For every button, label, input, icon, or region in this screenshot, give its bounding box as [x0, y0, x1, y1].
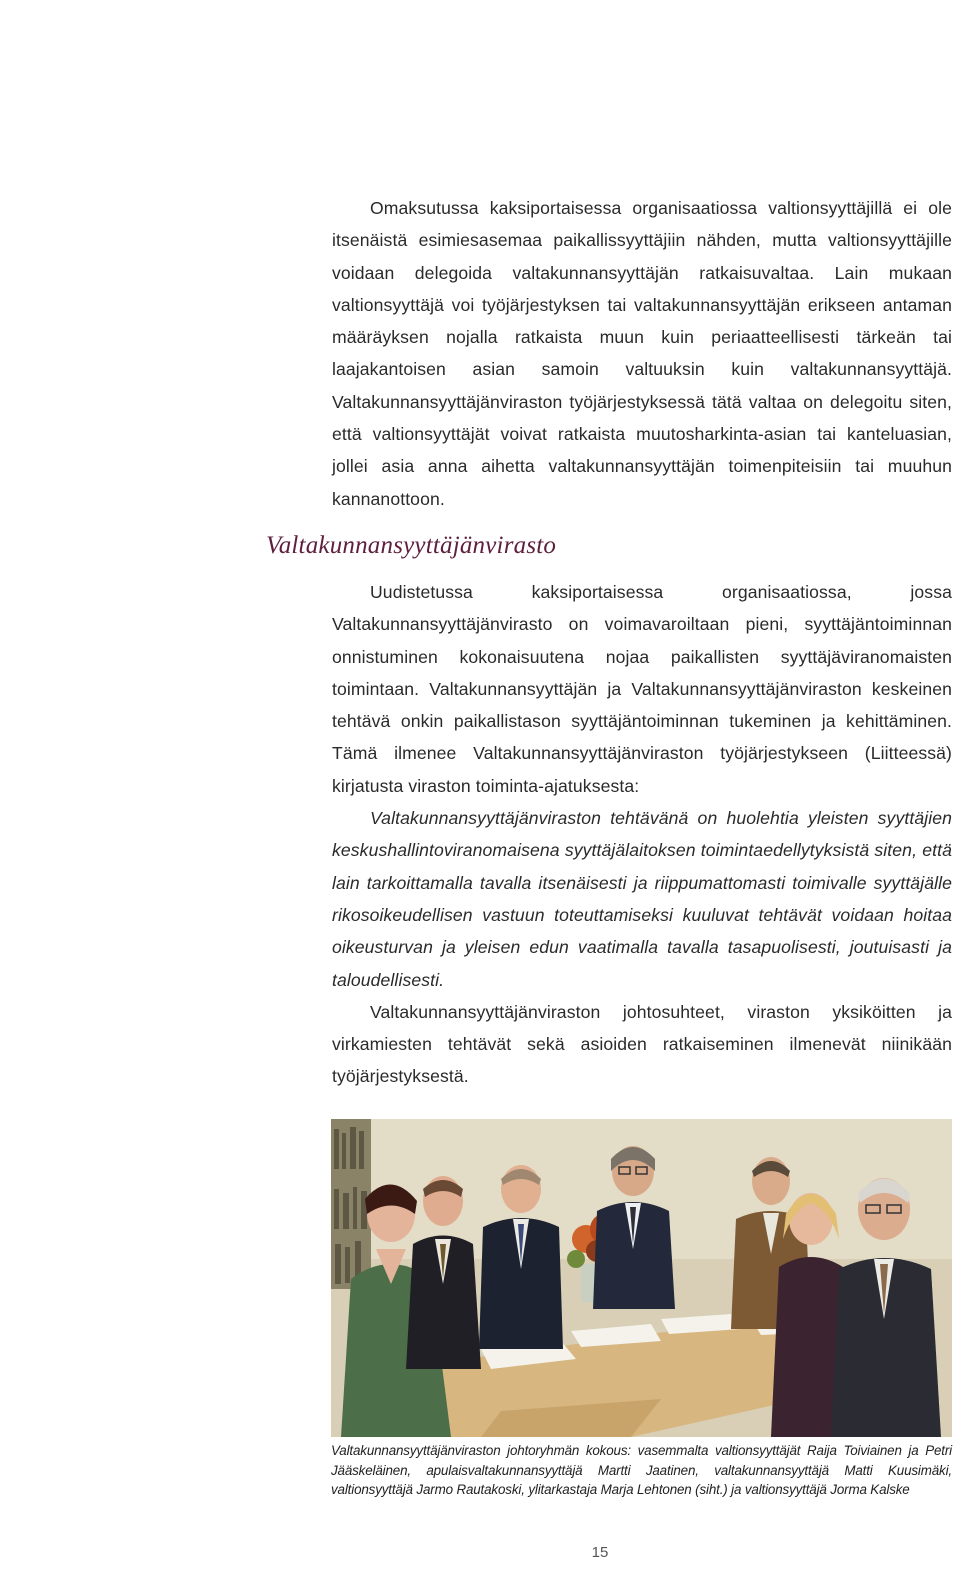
section-paragraph-2: Valtakunnansyyttäjänviraston johtosuhteet, viraston yksiköitten ja virkamiesten tehtävät sekä asioiden ratkaiseminen ilmenevät niinikään työjärjestyksestä.: [332, 1001, 952, 1087]
section-heading: Valtakunnansyyttäjänvirasto: [266, 532, 557, 559]
intro-paragraph: Omaksutussa kaksiportaisessa organisaatiossa valtionsyyttäjillä ei ole itsenäistä esimiesasemaa paikallissyyttäjiin nähden, mutta valtionsyyttäjille voidaan delegoida valtakunnansyyttäjän ratkaisuvaltaa. Lain mukaan valtionsyyttäjä voi työjärjestyksen tai valtakunnansyyttäjän erikseen antaman määräyksen nojalla ratkaista muun kuin periaatteellisesti tärkeän tai laajakantoisen asian samoin valtuuksin kuin valtakunnansyyttäjä. Valtakunnansyyttäjänviraston työjärjestyksessä tätä valtaa on delegoitu siten, että valtionsyyttäjät voivat ratkaista muutosharkinta-asian tai kanteluasian, jollei asia anna aihetta valtakunnansyyttäjän toimenpiteisiin tai muuhun kannanottoon.: [332, 198, 952, 509]
intro-block: [332, 192, 952, 515]
meeting-photo: [331, 1119, 952, 1437]
section-paragraph-1: Uudistetussa kaksiportaisessa organisaatiossa, jossa Valtakunnansyyttäjänvirasto on voimavaroiltaan pieni, syyttäjäntoiminnan onnistuminen kokonaisuutena nojaa paikallisten syyttäjäviranomaisten toimintaan. Valtakunnansyyttäjän ja Valtakunnansyyttäjänviraston keskeinen tehtävä onkin paikallistason syyttäjäntoiminnan tukeminen ja kehittäminen. Tämä ilmenee Valtakunnansyyttäjänviraston työjärjestykseen (Liitteessä) kirjatusta viraston toiminta-ajatuksesta:: [332, 582, 952, 796]
page-number: 15: [591, 1544, 609, 1561]
section-body: [332, 576, 952, 1093]
quoted-mission-statement: Valtakunnansyyttäjänviraston tehtävänä on huolehtia yleisten syyttäjien keskushallintoviranomaisena syyttäjälaitoksen toimintaedellytyksistä siten, että lain tarkoittamalla tavalla itsenäisesti ja riippumattomasti toimivalle syyttäjälle rikosoikeudellisen vastuun toteuttamiseksi kuuluvat tehtävät voidaan hoitaa oikeusturvan ja yleisen edun vaatimalla tavalla tasapuolisesti, joutuisasti ja taloudellisesti.: [332, 808, 952, 990]
photo-caption: Valtakunnansyyttäjänviraston johtoryhmän kokous: vasemmalta valtionsyyttäjät Raija Toiviainen ja Petri Jääskeläinen, apulaisvaltakunnansyyttäjä Martti Jaatinen, valtakunnansyyttäjä Matti Kuusimäki, valtionsyyttäjä Jarmo Rautakoski, ylitarkastaja Marja Lehtonen (siht.) ja valtionsyyttäjä Jorma Kalske: [331, 1443, 952, 1497]
